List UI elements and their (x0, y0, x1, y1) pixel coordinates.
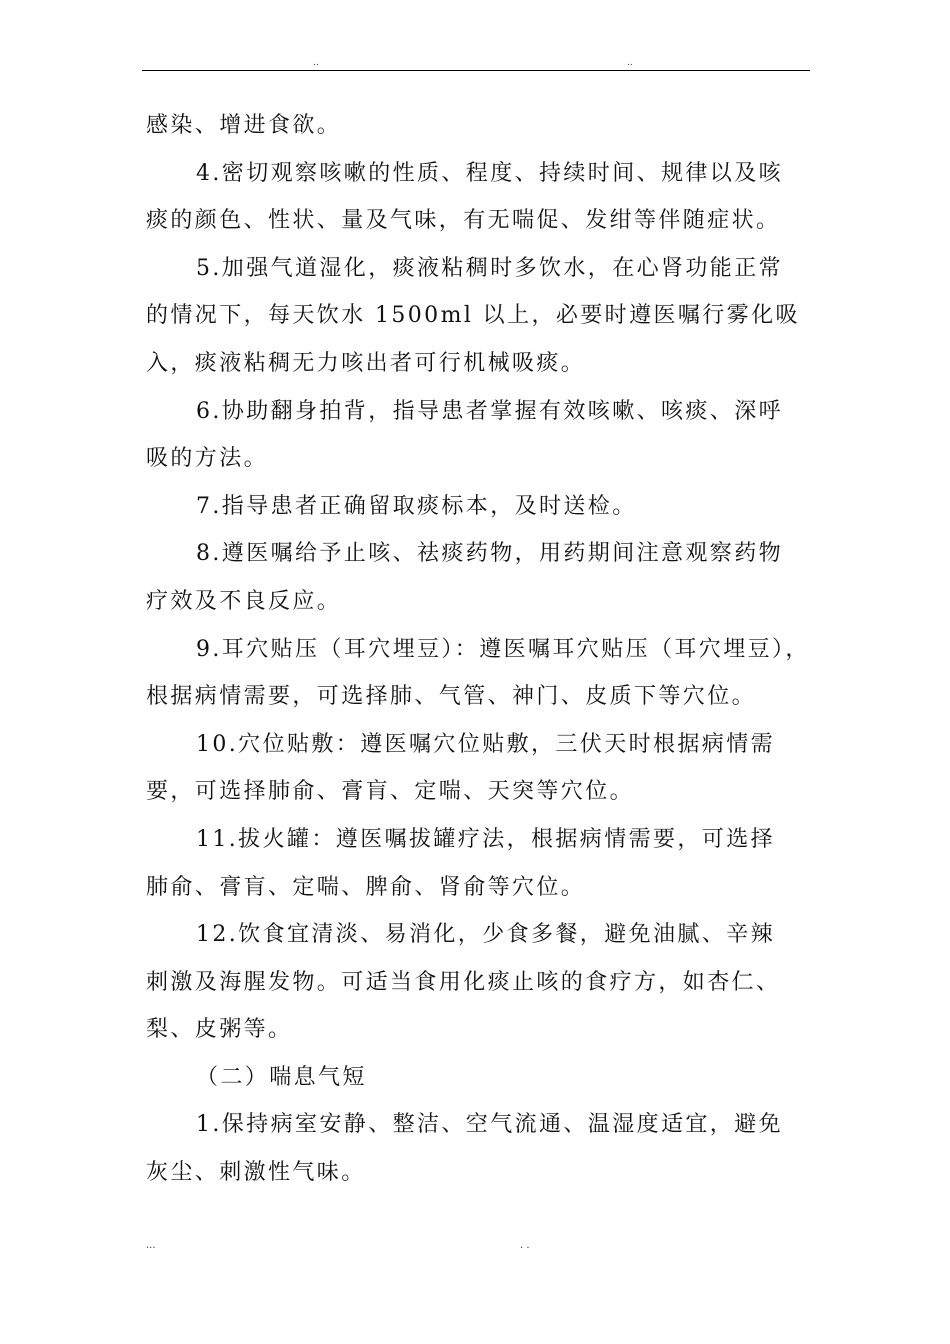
footer-mark-right: . . (520, 1240, 530, 1251)
text-line: 入，痰液粘稠无力咳出者可行机械吸痰。 (146, 350, 586, 376)
text-line: 痰的颜色、性状、量及气味，有无喘促、发绀等伴随症状。 (146, 208, 781, 234)
text-line: 4.密切观察咳嗽的性质、程度、持续时间、规律以及咳 (196, 160, 783, 186)
text-line: 灰尘、刺激性气味。 (146, 1160, 366, 1186)
text-line: 7.指导患者正确留取痰标本，及时送检。 (196, 493, 637, 519)
header-mark-right: .. (627, 58, 633, 68)
text-line: 感染、增进食欲。 (146, 113, 342, 138)
text-line: 梨、皮粥等。 (146, 1017, 293, 1043)
text-line: 肺俞、膏肓、定喘、脾俞、肾俞等穴位。 (146, 874, 586, 900)
header-mark-left: .. (313, 58, 319, 68)
text-line: 吸的方法。 (146, 446, 269, 472)
text-line: 的情况下，每天饮水 1500ml 以上，必要时遵医嘱行雾化吸 (146, 303, 800, 329)
text-line: 根据病情需要，可选择肺、气管、神门、皮质下等穴位。 (146, 684, 757, 710)
footer-mark-left: ... (146, 1240, 156, 1251)
text-line: 疗效及不良反应。 (146, 588, 342, 614)
text-line: 5.加强气道湿化，痰液粘稠时多饮水，在心肾功能正常 (196, 255, 783, 281)
text-line: 8.遵医嘱给予止咳、祛痰药物，用药期间注意观察药物 (196, 541, 783, 567)
text-line: 要，可选择肺俞、膏肓、定喘、天突等穴位。 (146, 779, 635, 805)
text-line: 刺激及海腥发物。可适当食用化痰止咳的食疗方，如杏仁、 (146, 969, 781, 995)
document-body (146, 102, 810, 1197)
text-line: 10.穴位贴敷：遵医嘱穴位贴敷，三伏天时根据病情需 (196, 731, 775, 757)
text-line: 9.耳穴贴压（耳穴埋豆）：遵医嘱耳穴贴压（耳穴埋豆）， (196, 636, 810, 662)
section-heading: （二）喘息气短 (196, 1064, 367, 1090)
text-line: 12.饮食宜清淡、易消化，少食多餐，避免油腻、辛辣 (196, 922, 775, 948)
text-line: 11.拔火罐：遵医嘱拔罐疗法，根据病情需要，可选择 (196, 826, 775, 852)
header-rule (142, 70, 810, 71)
text-line: 6.协助翻身拍背，指导患者掌握有效咳嗽、咳痰、深呼 (196, 398, 783, 424)
text-line: 1.保持病室安静、整洁、空气流通、温湿度适宜，避免 (196, 1112, 783, 1138)
